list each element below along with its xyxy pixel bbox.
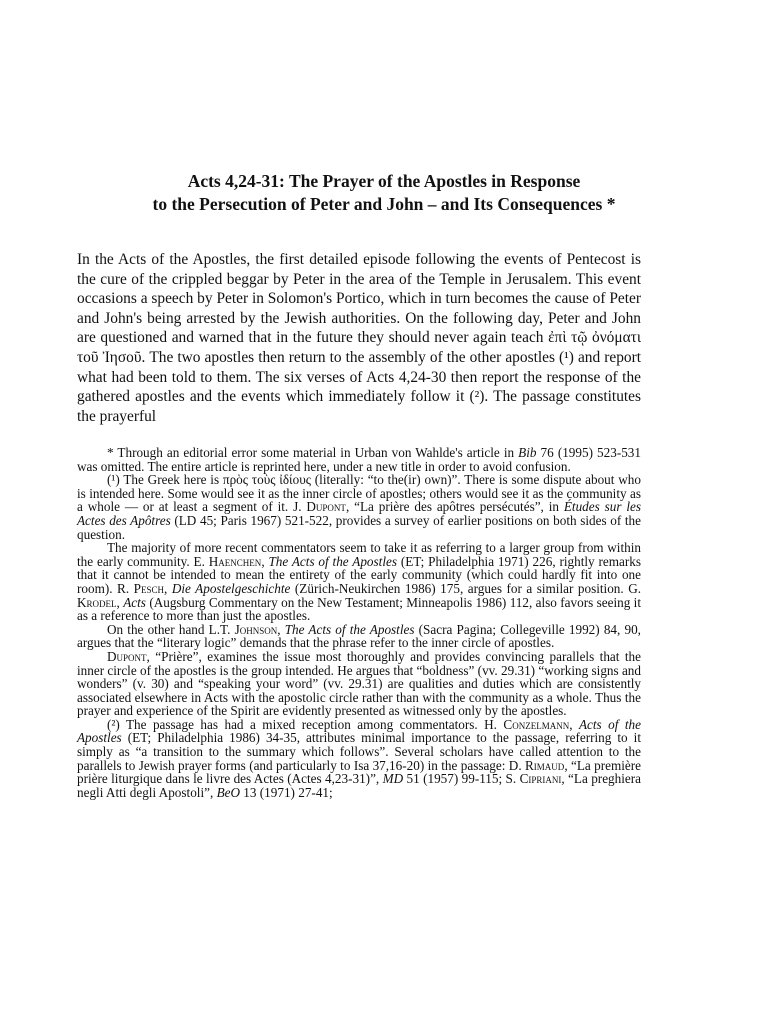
footnote-text: (²) The passage has had a mixed reception among commentators. H. bbox=[107, 716, 504, 732]
footnote-text: (¹) The Greek here is πρὸς τοὺς ἰδίους (literally: “to the(ir) own)”. There is some dispute about who is intended here. Some would see it as the inner circle of apostles; others would see it as the community as a whole — or at least a segment of it. J. bbox=[77, 472, 641, 515]
title-line-2: to the Persecution of Peter and John – and Its Consequences * bbox=[152, 194, 616, 214]
journal-title: MD bbox=[382, 771, 404, 787]
footnotes bbox=[77, 446, 641, 799]
book-title: The Acts of the Apostles bbox=[268, 553, 397, 569]
book-title: Acts of the Apostles bbox=[77, 716, 641, 746]
book-title: Die Apostelgeschichte bbox=[171, 580, 291, 596]
footnote-text: , bbox=[277, 621, 285, 637]
footnote-text: , bbox=[569, 716, 579, 732]
footnote-text: , bbox=[116, 594, 124, 610]
footnote-text: The majority of more recent commentators seem to take it as referring to a larger group from within the early community. E. bbox=[77, 540, 641, 569]
footnote-text: 76 (1995) 523-531 was omitted. The entire article is reprinted here, under a new title in order to avoid confusion. bbox=[77, 445, 641, 474]
body-paragraph: In the Acts of the Apostles, the first detailed episode following the events of Pentecost is the cure of the crippled beggar by Peter in the area of the Temple in Jerusalem. This event occasions a speech by Peter in Solomon's Portico, which in turn becomes the cause of Peter and John's being arrested by the Jewish authorities. On the following day, Peter and John are questioned and warned that in the future they should never again teach ἐπὶ τῷ ὀνόματι τοῦ Ἰησοῦ. The two apostles then return to the assembly of the other apostles (¹) and report what had been told to them. The six verses of Acts 4,24-30 then report the response of the gathered apostles and the events which immediately follow it (²). The passage constitutes the prayerful bbox=[77, 251, 641, 425]
footnote-text: (ET; Philadelphia 1971) 226, rightly remarks that it cannot be intended to mean the entirety of the early community (which could hardly fit into one room). R. bbox=[77, 553, 641, 596]
book-title: Acts bbox=[123, 594, 146, 610]
footnote-1-paragraph-4 bbox=[77, 650, 641, 718]
book-title: Études sur les Actes des Apôtres bbox=[77, 499, 642, 528]
footnote-text: (Sacra Pagina; Collegeville 1992) 84, 90, argues that the “literary logic” demands that the phrase refer to the inner circle of apostles. bbox=[77, 621, 641, 651]
footnote-1-paragraph-3 bbox=[77, 623, 641, 650]
footnote-text: , “La prière des apôtres persécutés”, in bbox=[345, 499, 564, 515]
footnote-text: , bbox=[261, 553, 269, 569]
footnote-1 bbox=[77, 473, 641, 541]
author-name: Johnson bbox=[234, 621, 278, 637]
book-title: The Acts of the Apostles bbox=[284, 621, 415, 637]
title-line-1: Acts 4,24-31: The Prayer of the Apostles in Response bbox=[187, 171, 581, 191]
footnote-text: On the other hand L.T. bbox=[107, 621, 235, 637]
footnote-star bbox=[77, 446, 641, 473]
footnote-text: , “Prière”, examines the issue most thoroughly and provides convincing parallels that the inner circle of the apostles is the group intended. He argues that “boldness” (vv. 29.31) “working signs and wonders” (v. 30) and “speaking your word” (vv. 29.31) are qualities and duties which are consistently associated elsewhere in Acts with the apostolic circle rather than with the community as a whole. Thus the prayer and experience of the Spirit are evidently presented as witnessed only by the apostles. bbox=[77, 648, 641, 719]
journal-title: BeO bbox=[216, 784, 240, 800]
footnote-1-paragraph-2 bbox=[77, 541, 641, 623]
footnote-text: (LD 45; Paris 1967) 521-522, provides a survey of earlier positions on both sides of the question. bbox=[77, 512, 641, 542]
author-name: Haenchen bbox=[208, 553, 262, 569]
footnote-text: 51 (1957) 99-115; S. bbox=[403, 771, 520, 787]
footnote-text: (Augsburg Commentary on the New Testament; Minneapolis 1986) 112, also favors seeing it as a reference to more than just the apostles. bbox=[77, 594, 642, 624]
author-name: Cipriani bbox=[519, 771, 562, 787]
author-name: Krodel bbox=[77, 594, 117, 610]
author-name: Pesch bbox=[133, 580, 165, 596]
journal-title: Bib bbox=[518, 445, 537, 460]
author-name: Dupont bbox=[306, 499, 346, 515]
article-title bbox=[60, 170, 708, 216]
author-name: Conzelmann bbox=[503, 716, 570, 732]
author-name: Rimaud bbox=[525, 757, 565, 773]
footnote-text: , bbox=[164, 580, 172, 596]
footnote-2 bbox=[77, 718, 641, 800]
footnote-text: , “La preghiera negli Atti degli Apostoli”, bbox=[77, 771, 641, 800]
footnote-text: (Zürich-Neukirchen 1986) 175, argues for a similar position. G. bbox=[290, 580, 642, 596]
footnote-text: 13 (1971) 27-41; bbox=[240, 784, 333, 800]
footnote-text: * Through an editorial error some material in Urban von Wahlde's article in bbox=[107, 445, 519, 460]
footnote-text: (ET; Philadelphia 1986) 34-35, attributes minimal importance to the passage, referring to it simply as “a transition to the summary which follows”. Several scholars have called attention to the parallels to Jewish prayer forms (and particularly to Isa 37,16-20) in the passage: D. bbox=[77, 730, 641, 773]
footnote-text: , “La première prière liturgique dans le livre des Actes (Actes 4,23-31)”, bbox=[77, 757, 641, 787]
author-name: Dupont bbox=[107, 648, 147, 664]
